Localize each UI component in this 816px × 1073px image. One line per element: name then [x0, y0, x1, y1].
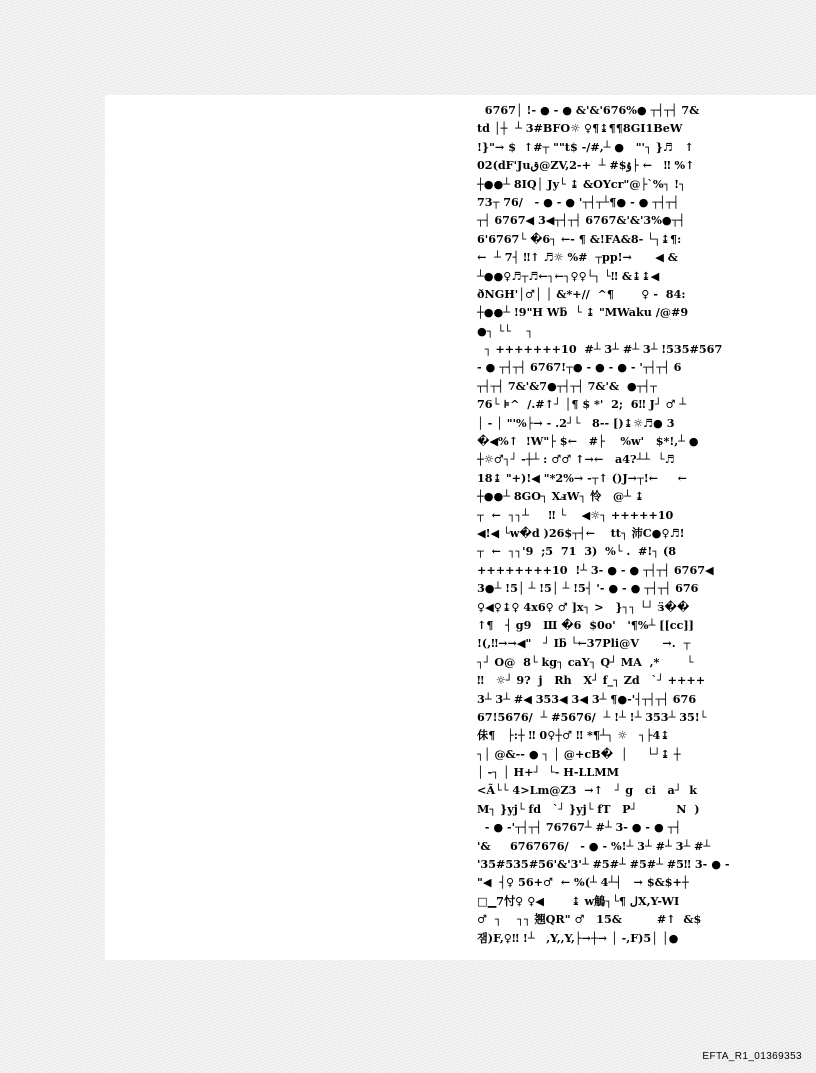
text-line: │ -┐ │ H+┘ └- H-LLMM [477, 765, 619, 780]
text-line: 3●┴ !5│ ┴ !5│ ┴ !5┤ '- ● - ● ┬┤┬┤ 676 [477, 581, 699, 596]
text-line: ‼ ☼┘ 9? j Rh X┘ f_┐ Zd `┘ ++++ [477, 673, 706, 688]
text-line: ┬ ← ┐┐'9 ;5 71 3) %└ . #!┐ (8 [477, 544, 677, 559]
text-line: �◀%↑ !W"├ $← #├ %w' $*!,┴ ● [477, 434, 699, 449]
text-line: ┼●●┴ 8IQ│ Jy└ ↨ &OYcr"@├`%┐ !┐ [477, 176, 686, 191]
text-line: 67!5676/ ┴ #5676/ ┴ !┴ !┴ 353┴ 35!└ [477, 709, 707, 724]
text-line: ┴●●♀♬┬♬←┐←┐♀♀└┐ └‼ &↨↨◀ [477, 268, 660, 283]
text-line: ♀◀♀↨♀ 4x6♀ ♂ ]x┐ > }┐┐ └┘ ӟ�� [477, 599, 690, 614]
text-line: td │┼ ┴ 3#BFO☼ ♀¶↨¶¶8GI1BeW [477, 121, 683, 136]
text-line: '& 6767676/ - ● - %!┴ 3┴ #┴ 3┴ #┴ [477, 838, 711, 853]
text-line: ← ┴ 7┤ ‼↑ ♬☼ %# ┬pp!→ ◀ & [477, 250, 678, 265]
text-line: 76└ ⊧^ /.#↑┘ │¶ $ *' 2; 6‼ J┘ ♂ ┴ [477, 397, 687, 412]
text-line: 佅¶ ├:┼ ‼ 0♀┼♂ ‼ *¶┴┐ ☼ ┐├4↨ [477, 728, 670, 743]
text-line: ↑¶ ┤ g9 Ш �6 $0o' '¶%┴ [[cc]] [477, 617, 694, 632]
text-line: ┬┤┬┤ 7&'&7●┬┤┬┤ 7&'& ●┬┤┬ [477, 378, 657, 393]
text-line: !}"→ $ ↑#┬ ""t$ -/#,┴ ● "'┐ }♬ ↑ [477, 139, 694, 154]
garbled-text-block [477, 101, 816, 949]
document-id-footer: EFTA_R1_01369353 [702, 1051, 802, 1062]
text-line: ┬ ← ┐┐┴ ‼ └ ◀☼┐ +++++10 [477, 507, 674, 522]
text-line: 02(dF'Juق@ZV,2-+ ┴ #$ۇ├ ← ‼ %↑ [477, 158, 695, 173]
text-line: 6'6767└ �6┐ ←- ¶ &!FA&8- └┐↨¶: [477, 231, 682, 246]
text-line: !(,‼→→◀" ┘ Iƃ └←37Pli@V →. ┬ [477, 636, 691, 651]
text-line: '35#535#56'&'3'┴ #5#┴ #5#┴ #5‼ 3- ● - [477, 857, 730, 872]
text-line: │ - │ "'%├→ - .2┘└ 8-- [)↨☼♬● 3 [477, 415, 675, 430]
text-line: 73┬ 76/ - ● - ● '┬┤┬┴¶● - ● ┬┤┬┤ [477, 194, 680, 209]
text-line: ◀!◀ └w�d )26$┬┤← tt┐ 沛C●♀♬! [477, 525, 685, 540]
text-line: 잼)F,♀‼ !┴ ,Y,,Y,├→┼→ │ -,F)5│ │● [477, 930, 679, 945]
text-line: 3┴ 3┴ #◀ 353◀ 3◀ 3┴ ¶●-'┤┬┤┬┤ 676 [477, 691, 697, 706]
text-line: ┐┘ O@ 8└ kg┐ caY┐ Q┘ MA ,* └ [477, 654, 694, 669]
text-line: ┐│ @&-- ● ┐ │ @+cB� │ └┘↨ ┼ [477, 746, 681, 761]
text-line: M┐ }yj└ fd `┘ }yj└ fT P┘ N ) [477, 801, 700, 816]
document-page [105, 95, 816, 960]
text-line: ┼☼♂┐┘ -┼┴ : ♂♂ ↑→← a4?┴┴ └♬ [477, 452, 675, 467]
text-line: ♂ ┐ ┐┐ 翘QR" ♂ 15& #↑ &$ [477, 912, 702, 927]
text-line: 18↨ "+)!◀ "*2%→ -┬↑ ()J→┬!← ← [477, 470, 687, 485]
text-line: □▁7忖♀ ♀◀ ↨ w鵤┐└¶ لX,Y-WI [477, 893, 680, 908]
text-line: ðNGH'│♂│ │ &*+// ^¶ ♀ - 84: [477, 286, 686, 301]
text-line: "◀ ┤♀ 56+♂ ← %(┴ 4┴┤ → $&$+┼ [477, 875, 689, 890]
text-line: <Ã└└ 4>Lm@Z3 →↑ ┘ g ci a┘ k [477, 783, 698, 798]
text-line: - ● -'┬┤┬┤ 76767┴ #┴ 3- ● - ● ┬┤ [477, 820, 682, 835]
text-line: ┼●●┴ 8GO┐ XⅎW┐ 怜 @┴ ↨ [477, 489, 645, 504]
text-line: ●┐ └└ ┐ [477, 323, 534, 338]
text-line: 6767│ !- ● - ● &'&'676%● ┬┤┬┤ 7& [477, 103, 700, 117]
text-line: ┼●●┴ !9"H Wƃ └ ↨ "MWaku /@#9 [477, 305, 689, 320]
text-line: ┬┤ 6767◀ 3◀┬┤┬┤ 6767&'&'3%●┬┤ [477, 213, 686, 228]
text-line: - ● ┬┤┬┤ 6767!┬● - ● - ● - '┬┤┬┤ 6 [477, 360, 682, 375]
text-line: ┐ +++++++10 #┴ 3┴ #┴ 3┴ !535#567 [477, 342, 723, 357]
text-line: ++++++++10 !┴ 3- ● - ● ┬┤┬┤ 6767◀ [477, 562, 714, 577]
